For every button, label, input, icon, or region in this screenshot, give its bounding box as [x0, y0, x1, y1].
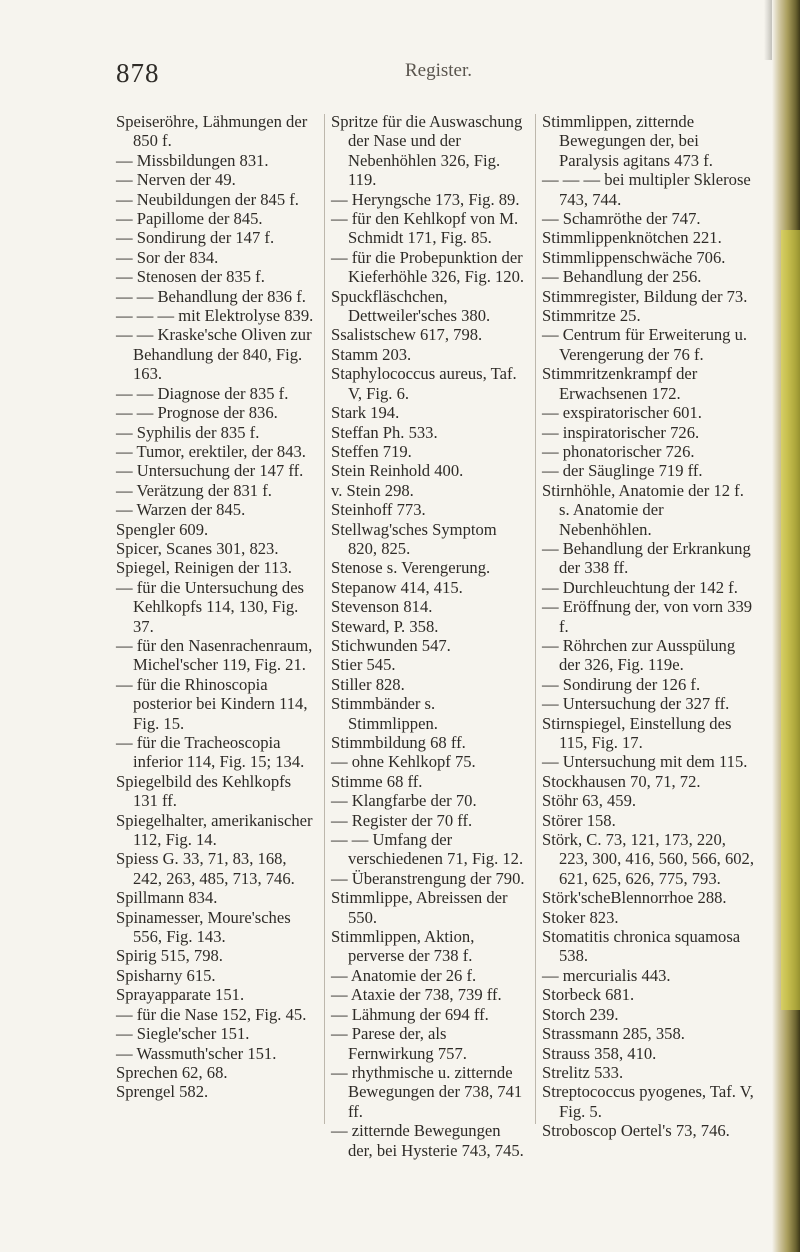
index-entry: Speiseröhre, Lähmungen der 850 f.: [116, 112, 308, 151]
index-entry: Stroboscop Oertel's 73, 746.: [542, 1121, 730, 1141]
yellow-page-tab: [781, 230, 800, 1010]
index-entry: — — Diagnose der 835 f.: [116, 383, 289, 403]
index-entry: — rhythmische u. zitternde Bewegungen der 738, 741 ff.: [331, 1062, 523, 1121]
index-entry: Stimmlippenschwäche 706.: [542, 247, 726, 267]
index-entry: — Missbildungen 831.: [116, 150, 269, 170]
index-entry: — Behandlung der 256.: [542, 267, 702, 287]
index-entry: — Durchleuchtung der 142 f.: [542, 577, 738, 597]
index-entry: Stark 194.: [331, 403, 400, 423]
index-entry: Sprayapparate 151.: [116, 985, 245, 1005]
index-entry: Störk'scheBlennorrhoe 288.: [542, 888, 727, 908]
index-entry: — Sor der 834.: [116, 247, 219, 267]
index-entry: Steffen 719.: [331, 441, 412, 461]
index-entry: — — — mit Elektrolyse 839.: [116, 306, 314, 326]
index-entry: — für den Kehlkopf von M. Schmidt 171, Fig. 85.: [331, 209, 519, 248]
index-entry: v. Stein 298.: [331, 480, 414, 500]
index-entry: — Syphilis der 835 f.: [116, 422, 260, 442]
index-entry: Stoker 823.: [542, 907, 619, 927]
index-entry: — — Umfang der verschiedenen 71, Fig. 12.: [331, 830, 524, 869]
index-entry: Strassmann 285, 358.: [542, 1024, 685, 1044]
index-entry: — Lähmung der 694 ff.: [331, 1004, 489, 1024]
index-entry: Stamm 203.: [331, 344, 412, 364]
index-entry: — Neubildungen der 845 f.: [116, 189, 299, 209]
index-entry: Spengler 609.: [116, 519, 209, 539]
index-entry: — Warzen der 845.: [116, 500, 246, 520]
index-entry: Spiess G. 33, 71, 83, 168, 242, 263, 485, 713, 746.: [116, 849, 295, 888]
index-entry: Stockhausen 70, 71, 72.: [542, 771, 701, 791]
index-entry: — — Behandlung der 836 f.: [116, 286, 306, 306]
index-entry: Ssalistschew 617, 798.: [331, 325, 483, 345]
column-divider: [535, 114, 536, 1124]
index-entry: — Anatomie der 26 f.: [331, 965, 477, 985]
index-entry: Sprengel 582.: [116, 1082, 209, 1102]
index-entry: — Untersuchung der 327 ff.: [542, 694, 730, 714]
index-entry: Steinhoff 773.: [331, 500, 426, 520]
index-entry: Stimmlippenknötchen 221.: [542, 228, 722, 248]
index-entry: — der Säuglinge 719 ff.: [542, 461, 703, 481]
index-entry: Stimme 68 ff.: [331, 771, 423, 791]
index-entry: — Sondirung der 126 f.: [542, 674, 701, 694]
index-entry: Stichwunden 547.: [331, 635, 451, 655]
index-entry: Spirig 515, 798.: [116, 946, 223, 966]
index-entry: — Klangfarbe der 70.: [331, 791, 477, 811]
index-entry: — — Prognose der 836.: [116, 403, 278, 423]
index-entry: — Tumor, erektiler, der 843.: [116, 441, 306, 461]
index-entry: Steffan Ph. 533.: [331, 422, 438, 442]
index-entry: Spiegelbild des Kehlkopfs 131 ff.: [116, 771, 292, 811]
index-entry: — inspiratorischer 726.: [542, 422, 700, 442]
index-entry: Stiller 828.: [331, 674, 405, 694]
index-entry: Stier 545.: [331, 655, 396, 675]
index-entry: Spiegel, Reinigen der 113.: [116, 558, 292, 578]
index-entry: — Überanstrengung der 790.: [331, 868, 525, 888]
index-entry: Stimmlippe, Abreissen der 550.: [331, 888, 508, 927]
page-number: 878: [116, 58, 160, 88]
index-entry: Stimmbänder s. Stimmlippen.: [331, 694, 438, 733]
index-entry: — — — bei multipler Sklerose 743, 744.: [542, 170, 751, 209]
index-entry: Stimmritze 25.: [542, 306, 641, 326]
index-entry: Stenose s. Verengerung.: [331, 558, 491, 578]
index-entry: Stomatitis chronica squamosa 538.: [542, 927, 741, 966]
index-entry: Sprechen 62, 68.: [116, 1062, 228, 1082]
index-entry: Strelitz 533.: [542, 1062, 624, 1082]
index-entry: — Behandlung der Erkrankung der 338 ff.: [542, 538, 751, 578]
index-entry: Stellwag'sches Symptom 820, 825.: [331, 519, 497, 558]
index-entry: — Register der 70 ff.: [331, 810, 473, 830]
index-entry: Störer 158.: [542, 810, 616, 830]
index-entry: Spicer, Scanes 301, 823.: [116, 538, 279, 558]
index-entry: — Untersuchung mit dem 115.: [542, 752, 748, 772]
index-entry: Stimmlippen, Aktion, perverse der 738 f.: [331, 927, 475, 966]
index-entry: — Papillome der 845.: [116, 209, 263, 229]
index-entry: — Siegle'scher 151.: [116, 1024, 250, 1044]
index-entry: — Wassmuth'scher 151.: [116, 1043, 277, 1063]
index-entry: Spisharny 615.: [116, 965, 216, 985]
index-entry: Stimmritzenkrampf der Erwachsenen 172.: [542, 364, 698, 403]
index-entry: Stimmbildung 68 ff.: [331, 733, 466, 752]
index-entry: Stimmlippen, zitternde Bewegungen der, bei Paralysis agitans 473 f.: [542, 112, 713, 170]
index-entry: — Heryngsche 173, Fig. 89.: [331, 189, 520, 209]
index-entry: Spillmann 834.: [116, 888, 218, 908]
index-entry: — Eröffnung der, von vorn 339 f.: [542, 597, 753, 636]
index-column-2: [331, 112, 527, 1160]
column-divider: [324, 114, 325, 1124]
index-entry: — Ataxie der 738, 739 ff.: [331, 985, 502, 1005]
index-entry: Steward, P. 358.: [331, 616, 439, 636]
index-entry: Stein Reinhold 400.: [331, 461, 464, 481]
index-entry: — Stenosen der 835 f.: [116, 267, 265, 287]
index-entry: — Untersuchung der 147 ff.: [116, 461, 304, 481]
index-entry: — Nerven der 49.: [116, 170, 236, 190]
index-entry: — Sondirung der 147 f.: [116, 228, 275, 248]
index-entry: — Schamröthe der 747.: [542, 209, 701, 229]
index-entry: — für den Nasenrachenraum, Michel'scher 119, Fig. 21.: [116, 635, 313, 675]
index-entry: Stirnhöhle, Anatomie der 12 f. s. Anatomie der Nebenhöhlen.: [542, 480, 744, 539]
index-entry: — — Kraske'sche Oliven zur Behandlung der 840, Fig. 163.: [116, 325, 312, 384]
index-entry: — Röhrchen zur Ausspülung der 326, Fig. 119e.: [542, 635, 736, 675]
index-entry: — phonatorischer 726.: [542, 441, 695, 461]
index-column-3: [542, 112, 754, 1141]
index-entry: — exspiratorischer 601.: [542, 403, 702, 423]
index-entry: — für die Untersuchung des Kehlkopfs 114, 130, Fig. 37.: [116, 577, 305, 636]
index-entry: Störk, C. 73, 121, 173, 220, 223, 300, 416, 560, 566, 602, 621, 625, 626, 775, 793.: [542, 830, 754, 888]
index-entry: Stöhr 63, 459.: [542, 791, 637, 811]
index-entry: Spinamesser, Moure'sches 556, Fig. 143.: [116, 907, 291, 947]
index-entry: — für die Rhinoscopia posterior bei Kindern 114, Fig. 15.: [116, 674, 308, 733]
index-entry: — für die Nase 152, Fig. 45.: [116, 1004, 307, 1024]
index-entry: — mercurialis 443.: [542, 965, 671, 985]
index-entry: Strauss 358, 410.: [542, 1043, 657, 1063]
index-entry: Storbeck 681.: [542, 985, 635, 1005]
index-entry: — für die Tracheoscopia inferior 114, Fig. 15; 134.: [116, 733, 305, 772]
index-entry: Stepanow 414, 415.: [331, 577, 463, 597]
index-entry: Storch 239.: [542, 1004, 619, 1024]
index-entry: Stirnspiegel, Einstellung des 115, Fig. 17.: [542, 713, 732, 752]
index-entry: — Centrum für Erweiterung u. Verengerung der 76 f.: [542, 325, 748, 364]
index-entry: Spiegelhalter, amerikanischer 112, Fig. 14.: [116, 810, 313, 850]
running-title: Register.: [405, 60, 473, 81]
index-entry: — zitternde Bewegungen der, bei Hysterie 743, 745.: [331, 1121, 524, 1160]
index-entry: — für die Probepunktion der Kieferhöhle 326, Fig. 120.: [331, 247, 525, 287]
index-entry: — Parese der, als Fernwirkung 757.: [331, 1024, 467, 1063]
index-entry: Staphylococcus aureus, Taf. V, Fig. 6.: [331, 364, 517, 403]
index-entry: Spuckfläschchen, Dettweiler'sches 380.: [331, 286, 491, 326]
index-column-1: [116, 112, 316, 1102]
index-entry: Spritze für die Auswaschung der Nase und der Nebenhöhlen 326, Fig. 119.: [331, 112, 523, 190]
index-entry: — ohne Kehlkopf 75.: [331, 752, 476, 772]
index-entry: Stevenson 814.: [331, 597, 433, 617]
index-entry: Stimmregister, Bildung der 73.: [542, 286, 748, 306]
index-entry: — Verätzung der 831 f.: [116, 480, 272, 500]
index-entry: Streptococcus pyogenes, Taf. V, Fig. 5.: [542, 1082, 754, 1121]
